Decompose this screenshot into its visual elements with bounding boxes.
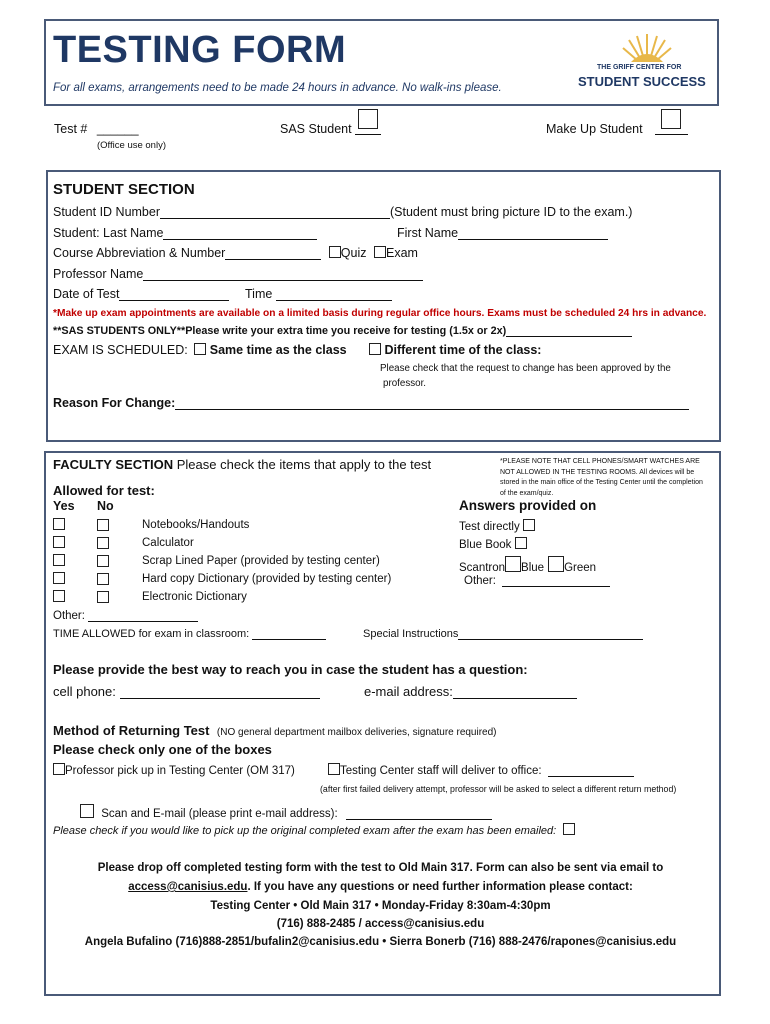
yes-checkbox[interactable] xyxy=(53,554,65,566)
no-checkbox[interactable] xyxy=(97,555,109,567)
blue-book-row xyxy=(459,537,527,551)
exam-checkbox[interactable] xyxy=(374,246,386,258)
first-name-field[interactable] xyxy=(458,227,608,240)
sas-underline xyxy=(355,134,381,135)
footer-line-5: Angela Bufalino (716)888-2851/bufalin2@canisius.edu • Sierra Bonerb (716) 888-2476/rapones@canisius.edu xyxy=(84,936,677,948)
sas-extra-time-field[interactable] xyxy=(506,326,632,337)
deliver-checkbox[interactable] xyxy=(328,763,340,775)
pickup-row xyxy=(53,763,295,777)
item-label: Hard copy Dictionary (provided by testing center) xyxy=(142,573,392,585)
scheduled-label: EXAM IS SCHEDULED: xyxy=(53,343,188,357)
return-method-note: (NO general department mailbox deliveries, signature required) xyxy=(216,727,497,738)
date-label: Date of Test xyxy=(53,287,120,301)
yes-checkbox[interactable] xyxy=(53,518,65,530)
no-checkbox[interactable] xyxy=(97,591,109,603)
last-name-row xyxy=(53,226,317,240)
return-method-heading: Method of Returning Test xyxy=(53,723,210,738)
blue-book-label: Blue Book xyxy=(459,539,512,551)
makeup-warning: *Make up exam appointments are available on a limited basis during regular office hours. Exams must be scheduled 24 hrs in advance. xyxy=(53,308,707,319)
test-directly-row xyxy=(459,519,535,533)
pickup-label: Professor pick up in Testing Center (OM 317) xyxy=(65,765,295,777)
professor-label: Professor Name xyxy=(53,267,144,281)
no-checkbox[interactable] xyxy=(97,519,109,531)
scantron-label: Scantron xyxy=(459,562,506,574)
page-title: TESTING FORM xyxy=(53,29,347,71)
deliver-office-field[interactable] xyxy=(548,764,634,777)
pickup-original-label: Please check if you would like to pick up the original completed exam after the exam has been emailed: xyxy=(53,825,557,837)
scan-email-field[interactable] xyxy=(346,807,492,820)
footer-line-3: Testing Center • Old Main 317 • Monday-Friday 8:30am-4:30pm xyxy=(210,900,551,912)
yes-checkbox[interactable] xyxy=(53,590,65,602)
exam-label: Exam xyxy=(385,246,418,260)
time-allowed-row xyxy=(53,627,326,640)
cell-field[interactable] xyxy=(120,686,320,699)
first-name-row xyxy=(397,226,608,240)
footer-email-link[interactable]: access@canisius.edu xyxy=(128,881,248,893)
time-row xyxy=(245,287,392,301)
no-column-label: No xyxy=(97,499,114,513)
footer-line-4: (716) 888-2485 / access@canisius.edu xyxy=(276,918,485,930)
time-allowed-label: TIME ALLOWED for exam in classroom: xyxy=(53,628,250,640)
different-time-checkbox[interactable] xyxy=(369,343,381,355)
return-method-row xyxy=(53,722,497,740)
other-row xyxy=(53,609,198,622)
same-time-label: Same time as the class xyxy=(209,343,347,357)
reason-field[interactable] xyxy=(175,397,689,410)
makeup-student-checkbox[interactable] xyxy=(661,109,681,129)
allowed-item xyxy=(53,590,247,604)
item-label: Calculator xyxy=(142,537,194,549)
quiz-checkbox[interactable] xyxy=(329,246,341,258)
test-number-blank[interactable]: ______ xyxy=(96,122,139,136)
test-number-text: Test # xyxy=(54,122,88,136)
date-field[interactable] xyxy=(119,288,229,301)
other-field[interactable] xyxy=(88,609,198,622)
subtitle: For all exams, arrangements need to be made 24 hours in advance. No walk-ins please. xyxy=(53,82,502,94)
allowed-item xyxy=(53,536,194,550)
approval-note-2: professor. xyxy=(383,378,427,389)
check-one-heading: Please check only one of the boxes xyxy=(53,742,272,757)
after-note: (after first failed delivery attempt, professor will be asked to select a different return method) xyxy=(320,784,677,794)
answers-other-row xyxy=(464,574,610,587)
logo-line1: THE GRIFF CENTER FOR xyxy=(597,64,682,71)
student-id-label: Student ID Number xyxy=(53,205,160,219)
sas-only-note: **SAS STUDENTS ONLY**Please write your extra time you receive for testing (1.5x or 2x) xyxy=(53,325,507,337)
deliver-row xyxy=(328,763,634,777)
first-name-label: First Name xyxy=(397,226,459,240)
answers-other-field[interactable] xyxy=(502,574,610,587)
phone-warning-note: *PLEASE NOTE THAT CELL PHONES/SMART WATCHES ARE NOT ALLOWED IN THE TESTING ROOMS. All devices will be stored in the main office of the Testing Center until the completion of the exam/quiz. xyxy=(500,458,703,497)
pickup-original-checkbox[interactable] xyxy=(563,823,575,835)
sas-student-label: SAS Student xyxy=(280,122,352,136)
other-label: Other: xyxy=(53,610,85,622)
scan-email-checkbox[interactable] xyxy=(80,804,94,818)
answers-other-label: Other: xyxy=(464,575,496,587)
date-row xyxy=(53,287,229,301)
special-row xyxy=(363,627,643,640)
test-directly-checkbox[interactable] xyxy=(523,519,535,531)
last-name-field[interactable] xyxy=(163,227,317,240)
answers-heading: Answers provided on xyxy=(459,498,597,513)
faculty-heading-row xyxy=(53,457,431,472)
item-label: Electronic Dictionary xyxy=(142,591,247,603)
email-label: e-mail address: xyxy=(364,684,453,699)
different-time-row xyxy=(369,343,541,357)
blue-book-checkbox[interactable] xyxy=(515,537,527,549)
professor-field[interactable] xyxy=(143,268,423,281)
scantron-green-checkbox[interactable] xyxy=(548,556,564,572)
griff-center-logo xyxy=(578,32,710,96)
student-section-heading: STUDENT SECTION xyxy=(53,181,195,198)
makeup-student-label: Make Up Student xyxy=(546,122,643,136)
special-field[interactable] xyxy=(458,627,643,640)
same-time-checkbox[interactable] xyxy=(194,343,206,355)
student-id-row xyxy=(53,205,632,219)
course-row xyxy=(53,246,418,260)
pickup-checkbox[interactable] xyxy=(53,763,65,775)
yes-checkbox[interactable] xyxy=(53,572,65,584)
email-row xyxy=(364,684,577,699)
student-id-field[interactable] xyxy=(160,206,390,219)
item-label: Scrap Lined Paper (provided by testing center) xyxy=(142,555,380,567)
scan-email-label: Scan and E-mail (please print e-mail address): xyxy=(101,808,338,820)
footer-line-1: Please drop off completed testing form with the test to Old Main 317. Form can also be sent via email to xyxy=(97,862,664,874)
approval-note-1: Please check that the request to change has been approved by the xyxy=(380,363,671,374)
no-checkbox[interactable] xyxy=(97,573,109,585)
footer-line-2-text: . If you have any questions or need further information please contact: xyxy=(247,881,633,893)
allowed-item xyxy=(53,554,380,568)
student-id-note: (Student must bring picture ID to the exam.) xyxy=(390,205,633,219)
time-allowed-field[interactable] xyxy=(252,627,326,640)
test-number-label xyxy=(54,122,139,136)
footer-line-2 xyxy=(44,881,717,893)
yes-column-label: Yes xyxy=(53,499,75,513)
logo-line2: STUDENT SUCCESS xyxy=(578,74,706,89)
item-label: Notebooks/Handouts xyxy=(142,519,250,531)
different-time-label: Different time of the class: xyxy=(384,343,542,357)
email-field[interactable] xyxy=(453,686,577,699)
cell-row xyxy=(53,684,320,699)
scan-email-row xyxy=(80,804,492,820)
scantron-blue-checkbox[interactable] xyxy=(505,556,521,572)
allowed-item xyxy=(53,572,392,586)
makeup-underline xyxy=(655,134,688,135)
sas-only-row xyxy=(53,325,632,337)
pickup-original-row xyxy=(53,823,575,837)
time-label: Time xyxy=(245,287,273,301)
scantron-blue-label: Blue xyxy=(521,562,545,574)
time-field[interactable] xyxy=(276,288,392,301)
reason-row xyxy=(53,396,689,410)
scantron-row xyxy=(459,556,596,574)
course-label: Course Abbreviation & Number xyxy=(53,246,226,260)
quiz-label: Quiz xyxy=(340,246,367,260)
deliver-label: Testing Center staff will deliver to office: xyxy=(340,765,542,777)
reach-heading: Please provide the best way to reach you in case the student has a question: xyxy=(53,662,528,677)
scantron-green-label: Green xyxy=(564,562,597,574)
allowed-item xyxy=(53,518,250,532)
yes-checkbox[interactable] xyxy=(53,536,65,548)
office-use-note: (Office use only) xyxy=(97,140,166,151)
last-name-label: Student: Last Name xyxy=(53,226,164,240)
professor-row xyxy=(53,267,423,281)
sas-student-checkbox[interactable] xyxy=(358,109,378,129)
special-label: Special Instructions xyxy=(363,628,459,640)
scheduled-row xyxy=(53,343,347,357)
allowed-heading: Allowed for test: xyxy=(53,483,155,498)
test-directly-label: Test directly xyxy=(459,521,520,533)
faculty-section-heading: FACULTY SECTION xyxy=(53,457,174,472)
no-checkbox[interactable] xyxy=(97,537,109,549)
sunburst-icon xyxy=(585,32,710,64)
reason-label: Reason For Change: xyxy=(53,396,176,410)
course-field[interactable] xyxy=(225,247,321,260)
cell-label: cell phone: xyxy=(53,684,116,699)
faculty-heading-instruction: Please check the items that apply to the test xyxy=(173,457,432,472)
